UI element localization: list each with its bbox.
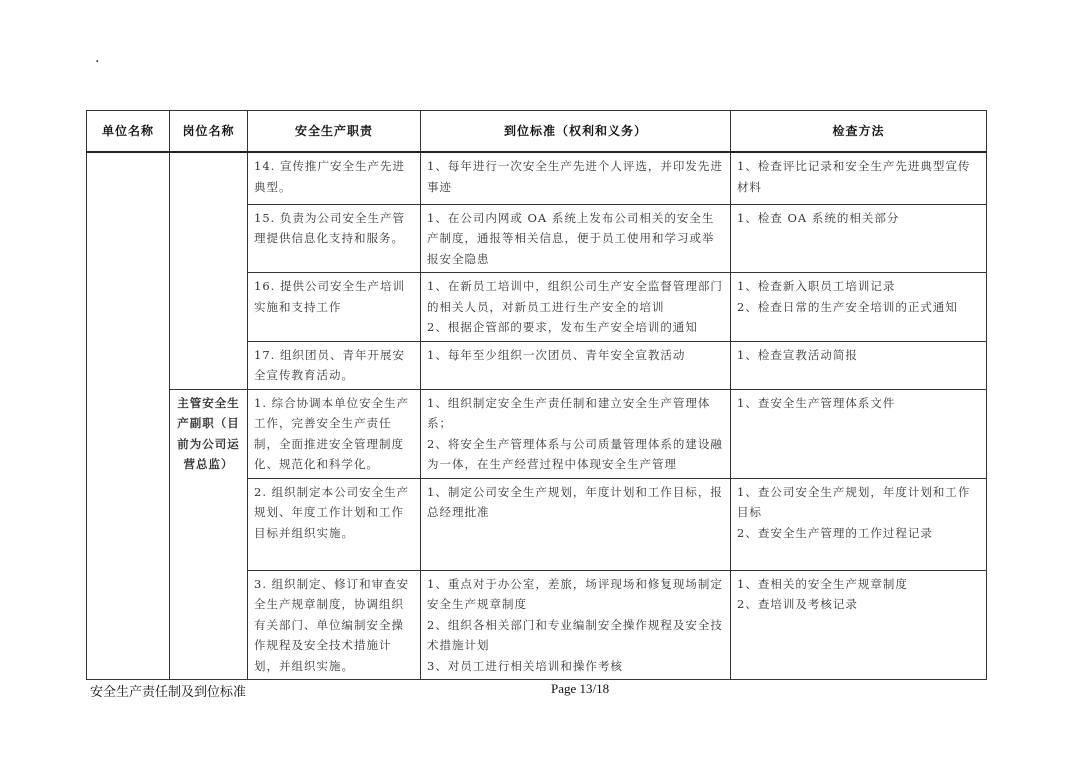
method-item: 1、查公司安全生产规划，年度计划和工作目标 [737,484,971,519]
standard-item: 1、组织制定安全生产责任制和建立安全生产管理体系； [427,395,711,430]
method-item: 2、查安全生产管理的工作过程记录 [737,525,933,540]
standard-cell [421,204,731,273]
header-method: 检查方法 [731,111,987,153]
standard-item: 1、制定公司安全生产规划，年度计划和工作目标，报总经理批准 [427,484,723,519]
position-cell-1 [170,152,248,389]
standard-item: 2、根据企管部的要求，发布生产安全培训的通知 [427,320,698,334]
standard-cell [421,478,731,570]
method-cell [731,478,987,570]
standard-item: 2、将安全生产管理体系与公司质量管理体系的建设融为一体，在生产经营过程中体现安全生产管理 [427,436,723,471]
duty-cell: 1. 综合协调本单位安全生产工作，完善安全生产责任制，全面推进安全管理制度化、规范化和科学化。 [248,389,421,478]
method-item: 1、查相关的安全生产规章制度 [737,576,908,591]
method-item: 1、检查评比记录和安全生产先进典型宣传材料 [737,159,971,194]
duty-cell: 3. 组织制定、修订和审查安全生产规章制度，协调组织有关部门、单位编制安全操作规程及安全技术措施计划，并组织实施。 [248,570,421,680]
standard-item: 1、每年进行一次安全生产先进个人评选，并印发先进事迹 [427,159,723,194]
standard-item: 1、每年至少组织一次团员、青年安全宣教活动 [427,347,686,362]
header-duty: 安全生产职责 [248,111,421,153]
standard-cell [421,341,731,389]
method-item: 1、检查宣教活动简报 [737,347,858,362]
standard-item: 2、组织各相关部门和专业编制安全操作规程及安全技术措施计划 [427,617,723,652]
footer-title: 安全生产责任制及到位标准 [90,684,247,699]
header-unit: 单位名称 [87,111,170,153]
standard-cell [421,152,731,204]
method-item: 2、查培训及考核记录 [737,597,858,611]
standard-item: 1、在新员工培训中，组织公司生产安全监督管理部门的相关人员，对新员工进行生产安全的培训 [427,279,723,314]
header-position: 岗位名称 [170,111,248,153]
table-header-row [87,111,987,153]
page-number: Page 13/18 [551,681,610,696]
method-cell [731,273,987,342]
duty-cell: 16. 提供公司安全生产培训实施和支持工作 [248,273,421,342]
standard-item: 1、重点对于办公室，差旅，场评现场和修复现场制定安全生产规章制度 [427,576,723,611]
method-item: 1、检查新入职员工培训记录 [737,279,896,293]
method-item: 1、检查 OA 系统的相关部分 [737,210,900,225]
method-item: 2、检查日常的生产安全培训的正式通知 [737,299,958,314]
duty-cell: 17. 组织团员、青年开展安全宣传教育活动。 [248,341,421,389]
table-row [87,389,987,478]
standard-item: 1、在公司内网或 OA 系统上发布公司相关的安全生产制度，通报等相关信息，便于员工使用和学习或举报安全隐患 [427,210,715,266]
duty-cell: 15. 负责为公司安全生产管理提供信息化支持和服务。 [248,204,421,273]
duty-cell: 14. 宣传推广安全生产先进典型。 [248,152,421,204]
page-marker: . [95,50,100,66]
responsibility-table [86,110,987,680]
duty-cell: 2. 组织制定本公司安全生产规划、年度工作计划和工作目标并组织实施。 [248,478,421,570]
header-standard: 到位标准（权利和义务） [421,111,731,153]
standard-cell [421,273,731,342]
position-cell-deputy: 主管安全生产副职（目前为公司运营总监） [170,389,248,680]
method-cell [731,341,987,389]
method-cell [731,204,987,273]
method-item: 1、查安全生产管理体系文件 [737,395,896,410]
method-cell [731,570,987,680]
standard-cell [421,389,731,478]
standard-item: 3、对员工进行相关培训和操作考核 [427,658,623,673]
method-cell [731,389,987,478]
unit-cell [87,152,170,680]
method-cell [731,152,987,204]
standard-cell [421,570,731,680]
table-row [87,152,987,204]
